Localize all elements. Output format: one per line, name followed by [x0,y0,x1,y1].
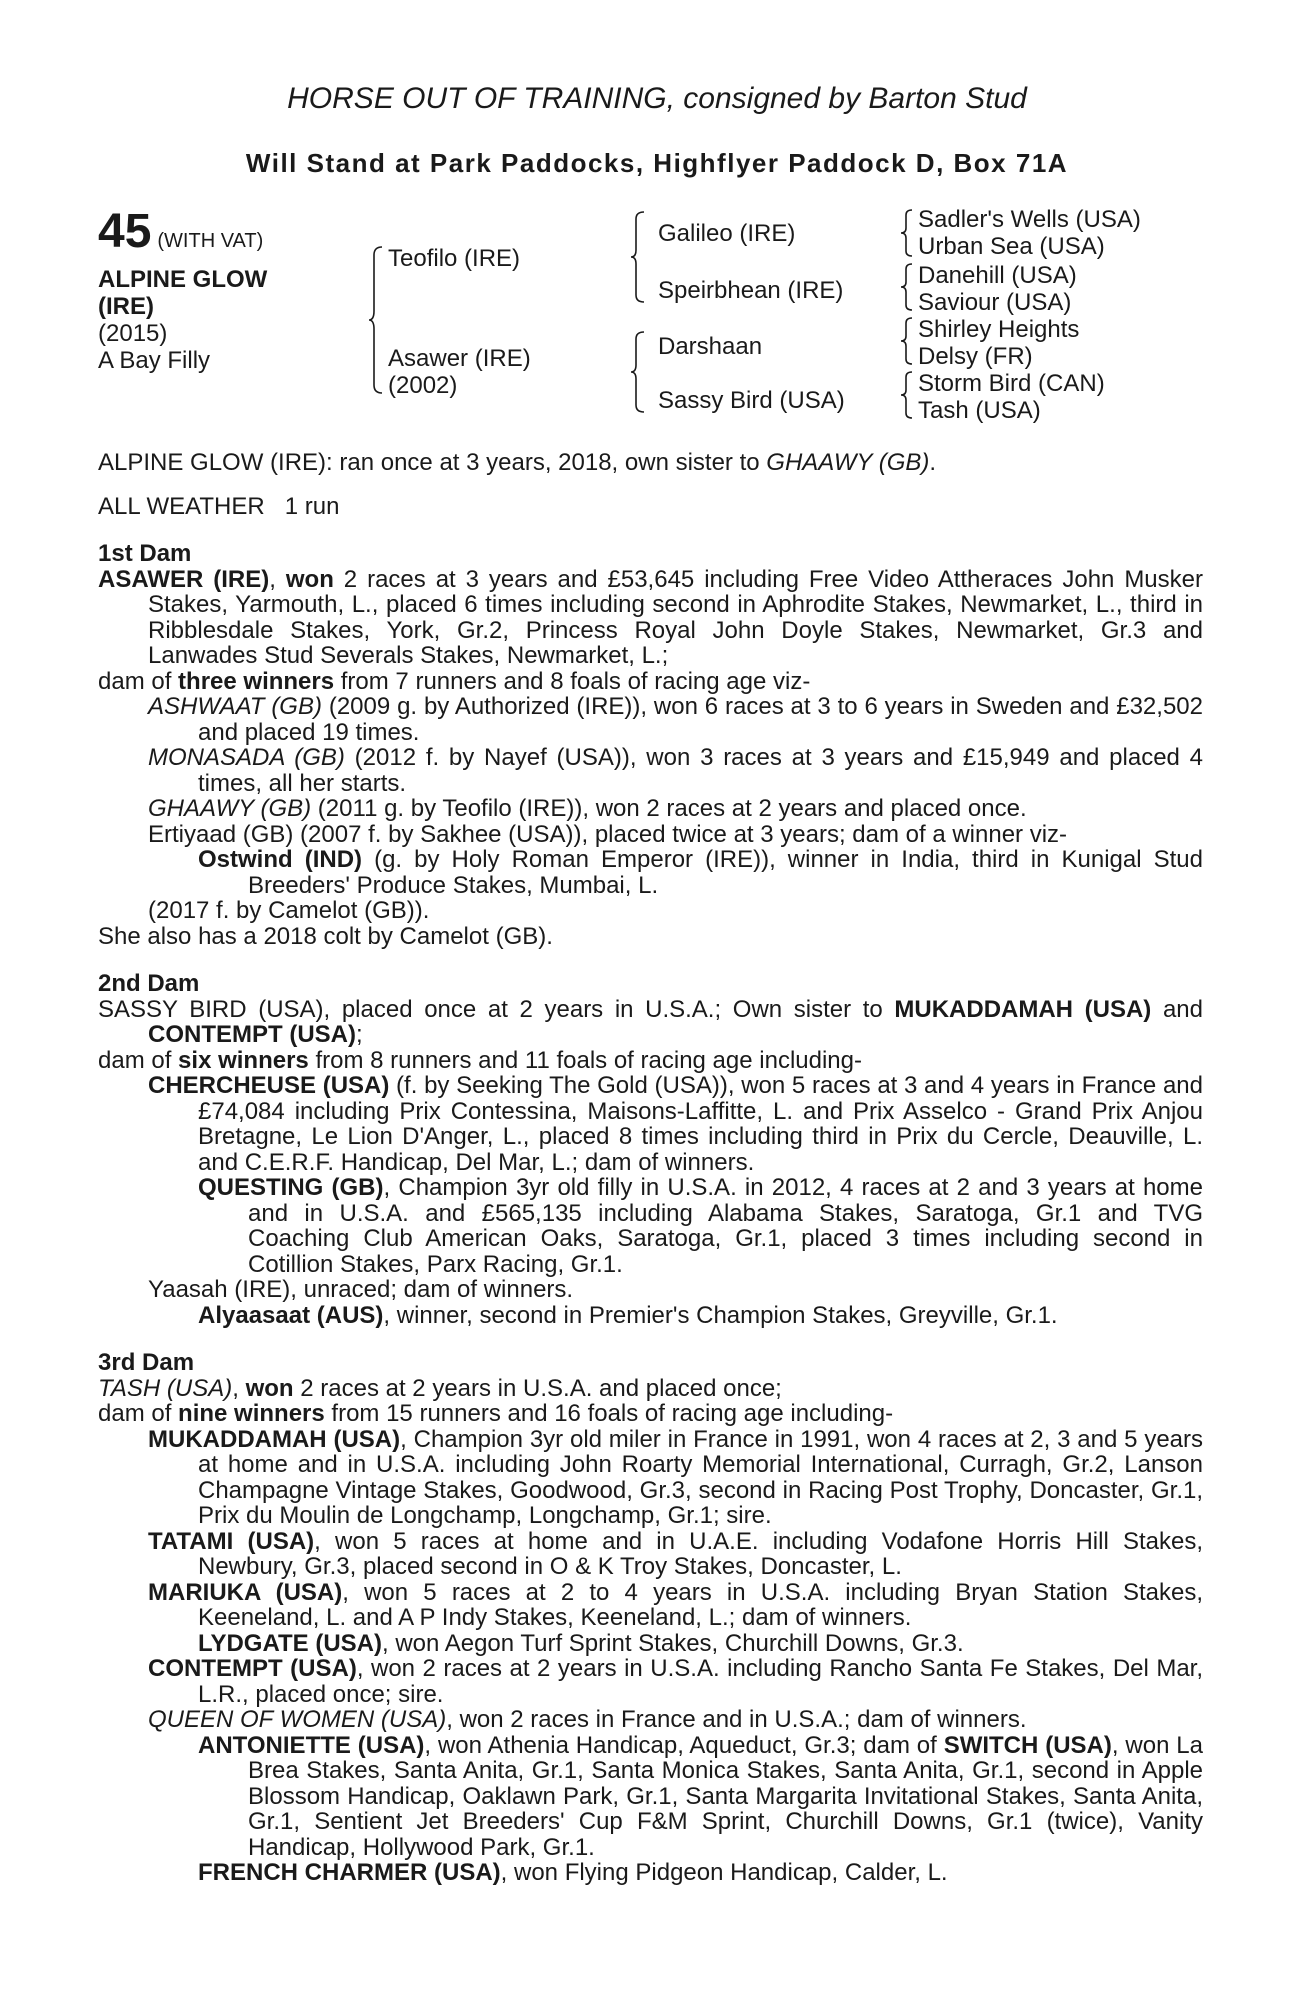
produce-item: QUEEN OF WOMEN (USA), won 2 races in France and in U.S.A.; dam of winners. [148,1706,1027,1733]
brace-parents [368,245,384,395]
brace-dam [630,330,646,415]
third-dam-record: TASH (USA), won 2 races at 2 years in U.S.A. and placed once; [98,1374,782,1402]
pedigree-dam-year: (2002) [388,372,458,399]
produce-item: QUESTING (GB), Champion 3yr old filly in U.S.A. in 2012, 4 races at 2 and 3 years at home and in U.S.A. and £565,135 including Alabama Stakes, Saratoga, Gr.1 and TVG Coaching Club American Oaks, Saratoga, Gr.1, placed 3 times including second in Cotillion Stakes, Parx Racing, Gr.1. [198,1174,1203,1278]
produce-item: Alyaasaat (AUS), winner, second in Premier's Champion Stakes, Greyville, Gr.1. [198,1301,1058,1329]
pedigree-g3: Danehill (USA) [918,262,1077,289]
second-dam-record: SASSY BIRD (USA), placed once at 2 years in U.S.A.; Own sister to MUKADDAMAH (USA) and CONTEMPT (USA); [98,995,1203,1048]
brace-g4 [900,370,914,420]
horse-name-line2: (IRE) [98,293,154,320]
third-dam-heading: 3rd Dam [98,1349,195,1376]
produce-item: (2017 f. by Camelot (GB)). [148,897,430,924]
horse-name-line1: ALPINE GLOW [98,266,268,293]
vat-note: (WITH VAT) [157,230,264,252]
produce-item: ASHWAAT (GB) (2009 g. by Authorized (IRE)), won 6 races at 3 to 6 years in Sweden and £32,502 and placed 19 times. [148,693,1203,746]
foaling-year: (2015) [98,320,168,347]
pedigree-sire: Teofilo (IRE) [388,245,521,272]
pedigree-dam-dam: Sassy Bird (USA) [658,387,845,414]
pedigree-g6: Delsy (FR) [918,343,1033,370]
lot-block [98,205,358,374]
brace-g3 [900,316,914,366]
produce-item: FRENCH CHARMER (USA), won Flying Pidgeon Handicap, Calder, L. [198,1859,948,1886]
produce-item: ANTONIETTE (USA), won Athenia Handicap, Aqueduct, Gr.3; dam of SWITCH (USA), won La Brea Stakes, Santa Anita, Gr.1, Santa Monica Stakes, Santa Anita, Gr.1, second in Apple Blossom Handicap, Oaklawn Park, Gr.1, Santa Margarita Invitational Stakes, Santa Anita, Gr.1, Sentient Jet Breeders' Cup F&M Sprint, Churchill Downs, Gr.1 (twice), Vanity Handicap, Hollywood Park, Gr.1. [198,1731,1203,1861]
pedigree-g7: Storm Bird (CAN) [918,370,1105,397]
pedigree-g5: Shirley Heights [918,316,1080,343]
pedigree-sire-dam: Speirbhean (IRE) [658,277,844,304]
first-dam-heading: 1st Dam [98,540,192,567]
horse-name [98,266,358,320]
horse-description: A Bay Filly [98,347,211,374]
catalogue-body [98,450,1203,1886]
produce-item: Ertiyaad (GB) (2007 f. by Sakhee (USA)), placed twice at 3 years; dam of a winner viz- [148,820,1068,848]
produce-item: TATAMI (USA), won 5 races at home and in U.A.E. including Vodafone Horris Hill Stakes, Newbury, Gr.3, placed second in O & K Troy Stakes, Doncaster, L. [148,1527,1204,1580]
produce-note: She also has a 2018 colt by Camelot (GB). [98,922,553,950]
produce-item: Yaasah (IRE), unraced; dam of winners. [148,1276,574,1303]
pedigree-g4: Saviour (USA) [918,289,1072,316]
second-dam-produce-summary: dam of six winners from 8 runners and 11 foals of racing age including- [98,1046,862,1074]
pedigree-sire-sire: Galileo (IRE) [658,220,796,247]
pedigree-g2: Urban Sea (USA) [918,233,1105,260]
brace-g2 [900,262,914,312]
pedigree-dam: Asawer (IRE) [388,345,531,372]
produce-item: CONTEMPT (USA), won 2 races at 2 years in U.S.A. including Rancho Santa Fe Stakes, Del Mar, L.R., placed once; sire. [148,1655,1204,1708]
produce-item: GHAAWY (GB) (2011 g. by Teofilo (IRE)), won 2 races at 2 years and placed once. [148,795,1027,822]
first-dam-record: ASAWER (IRE), won 2 races at 3 years and £53,645 including Free Video Attheraces John Musker Stakes, Yarmouth, L., placed 6 times including second in Aphrodite Stakes, Newmarket, L., third in Ribblesdale Stakes, York, Gr.2, Princess Royal John Doyle Stakes, Newmarket, Gr.3 and Lanwades Stud Severals Stakes, Newmarket, L.; [98,565,1203,669]
brace-g1 [900,208,914,258]
race-summary: ALPINE GLOW (IRE): ran once at 3 years, 2018, own sister to GHAAWY (GB). [98,449,937,476]
allweather-record: ALL WEATHER 1 run [98,492,340,520]
pedigree-g1: Sadler's Wells (USA) [918,206,1141,233]
second-dam-heading: 2nd Dam [98,970,200,997]
lot-number: 45 [98,205,152,258]
produce-item: LYDGATE (USA), won Aegon Turf Sprint Stakes, Churchill Downs, Gr.3. [198,1629,964,1657]
pedigree-dam-sire: Darshaan [658,333,763,360]
produce-item: CHERCHEUSE (USA) (f. by Seeking The Gold (USA)), won 5 races at 3 and 4 years in France and £74,084 including Prix Contessina, Maisons-Laffitte, L. and Prix Asselco - Grand Prix Anjou Bretagne, Le Lion D'Anger, L., placed 8 times including third in Prix du Cercle, Deauville, L. and C.E.R.F. Handicap, Del Mar, L.; dam of winners. [148,1072,1203,1176]
produce-item: MUKADDAMAH (USA), Champion 3yr old miler in France in 1991, won 4 races at 2, 3 and 5 years at home and in U.S.A. including John Roarty Memorial International, Curragh, Gr.2, Lanson Champagne Vintage Stakes, Goodwood, Gr.3, second in Racing Post Trophy, Doncaster, Gr.1, Prix du Moulin de Longchamp, Longchamp, Gr.1; sire. [148,1425,1204,1529]
brace-sire [630,210,646,305]
pedigree-g8: Tash (USA) [918,397,1041,424]
produce-item: Ostwind (IND) (g. by Holy Roman Emperor (IRE)), winner in India, third in Kunigal Stud Breeders' Produce Stakes, Mumbai, L. [198,846,1203,899]
first-dam-produce-summary: dam of three winners from 7 runners and 8 foals of racing age viz- [98,667,811,695]
consignor-title: HORSE OUT OF TRAINING, consigned by Barton Stud [287,82,1027,115]
sister-name: GHAAWY (GB) [766,449,930,476]
produce-item: MARIUKA (USA), won 5 races at 2 to 4 years in U.S.A. including Bryan Station Stakes, Keeneland, L. and A P Indy Stakes, Keeneland, L.; dam of winners. [148,1578,1203,1631]
stand-location: Will Stand at Park Paddocks, Highflyer Paddock D, Box 71A [245,148,1069,178]
third-dam-produce-summary: dam of nine winners from 15 runners and 16 foals of racing age including- [98,1400,894,1427]
produce-item: MONASADA (GB) (2012 f. by Nayef (USA)), won 3 races at 3 years and £15,949 and placed 4 times, all her starts. [148,744,1204,797]
